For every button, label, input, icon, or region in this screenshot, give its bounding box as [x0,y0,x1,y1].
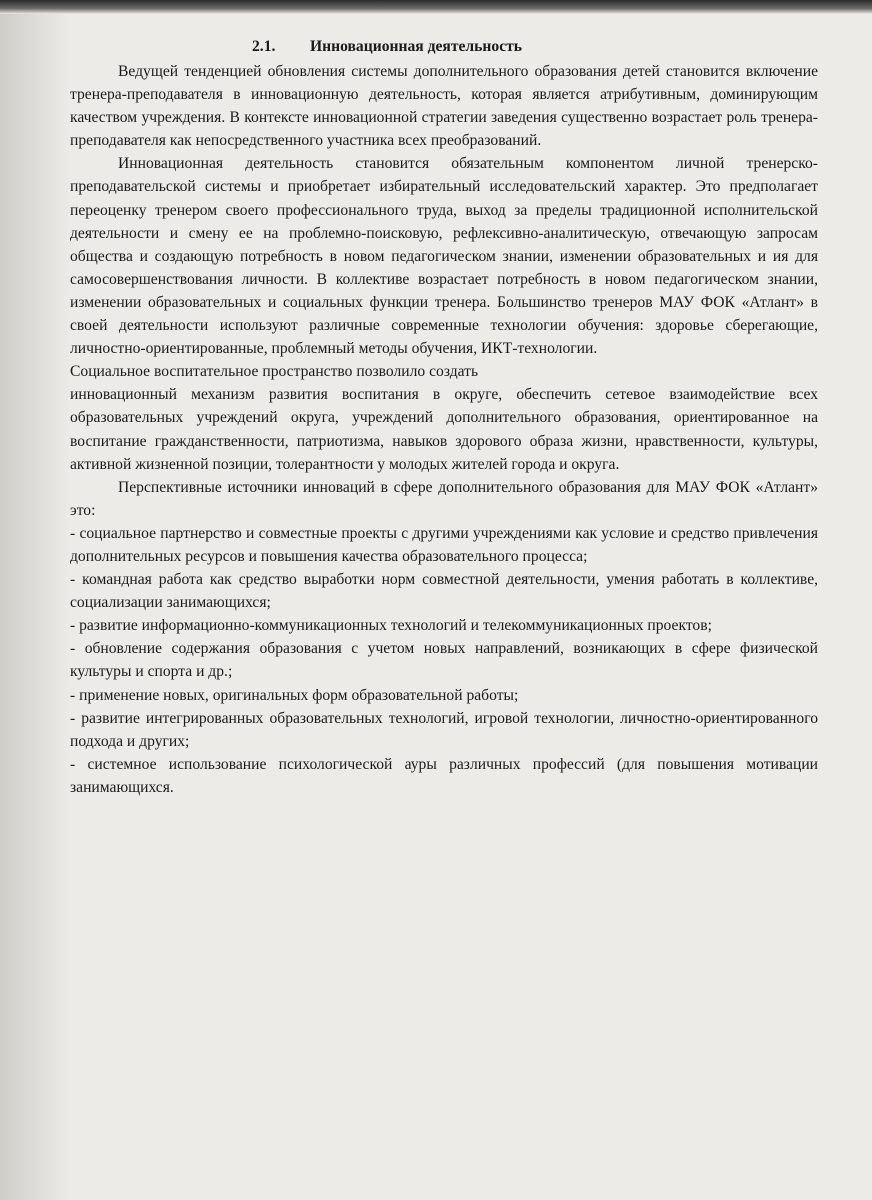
paragraph-4: инновационный механизм развития воспитания в округе, обеспечить сетевое взаимодействие всех образовательных учреждений округа, учреждений дополнительного образования, ориентированное на воспитание гражданственности, патриотизма, навыков здорового образа жизни, нравственности, культуры, активной жизненной позиции, толерантности у молодых жителей города и округа. [70,386,818,473]
scan-shadow-left [0,0,70,1200]
innovation-sources-list [70,522,818,799]
paragraph-2: Инновационная деятельность становится обязательным компонентом личной тренерско-преподавательской системы и приобретает избирательный исследовательский характер. Это предполагает переоценку тренером своего профессионального труда, выход за пределы традиционной исполнительской деятельности и смену ее на проблемно-поисковую, рефлексивно-аналитическую, отвечающую запросам общества и создающую потребность в новом педагогическом знании, изменении образовательных и ия для самосовершенствования личности. В коллективе возрастает потребность в новом педагогическом знании, изменении образовательных и социальных функции тренера. Большинство тренеров МАУ ФОК «Атлант» в своей деятельности используют различные современные технологии обучения: здоровье сберегающие, личностно-ориентированные, проблемный методы обучения, ИКТ-технологии. [70,155,818,358]
paragraph-5: Перспективные источники инноваций в сфере дополнительного образования для МАУ ФОК «Атлант» это: [70,478,818,519]
section-number: 2.1. [252,38,276,55]
list-item: - развитие информационно-коммуникационных технологий и телекоммуникационных проектов; [70,614,818,637]
list-item: - обновление содержания образования с учетом новых направлений, возникающих в сфере физической культуры и спорта и др.; [70,637,818,683]
list-item: - системное использование психологической ауры различных профессий (для повышения мотивации занимающихся. [70,753,818,799]
section-title: Инновационная деятельность [310,38,523,55]
list-item: - развитие интегрированных образовательных технологий, игровой технологии, личностно-ориентированного подхода и других; [70,707,818,753]
scan-shadow-top [0,0,872,14]
list-item: - социальное партнерство и совместные проекты с другими учреждениями как условие и средство привлечения дополнительных ресурсов и повышения качества образовательного процесса; [70,522,818,568]
paragraph-3: Социальное воспитательное пространство позволило создать [70,363,479,381]
paragraph-1: Ведущей тенденцией обновления системы дополнительного образования детей становится включение тренера-преподавателя в инновационную деятельность, которая является атрибутивным, доминирующим качеством учреждения. В контексте инновационной стратегии заведения существенно возрастает роль тренера-преподавателя как непосредственного участника всех преобразований. [70,63,818,150]
document-page [70,36,818,799]
list-item: - командная работа как средство выработки норм совместной деятельности, умения работать в коллективе, социализации занимающихся; [70,568,818,614]
section-heading [70,36,818,58]
list-item: - применение новых, оригинальных форм образовательной работы; [70,684,818,707]
